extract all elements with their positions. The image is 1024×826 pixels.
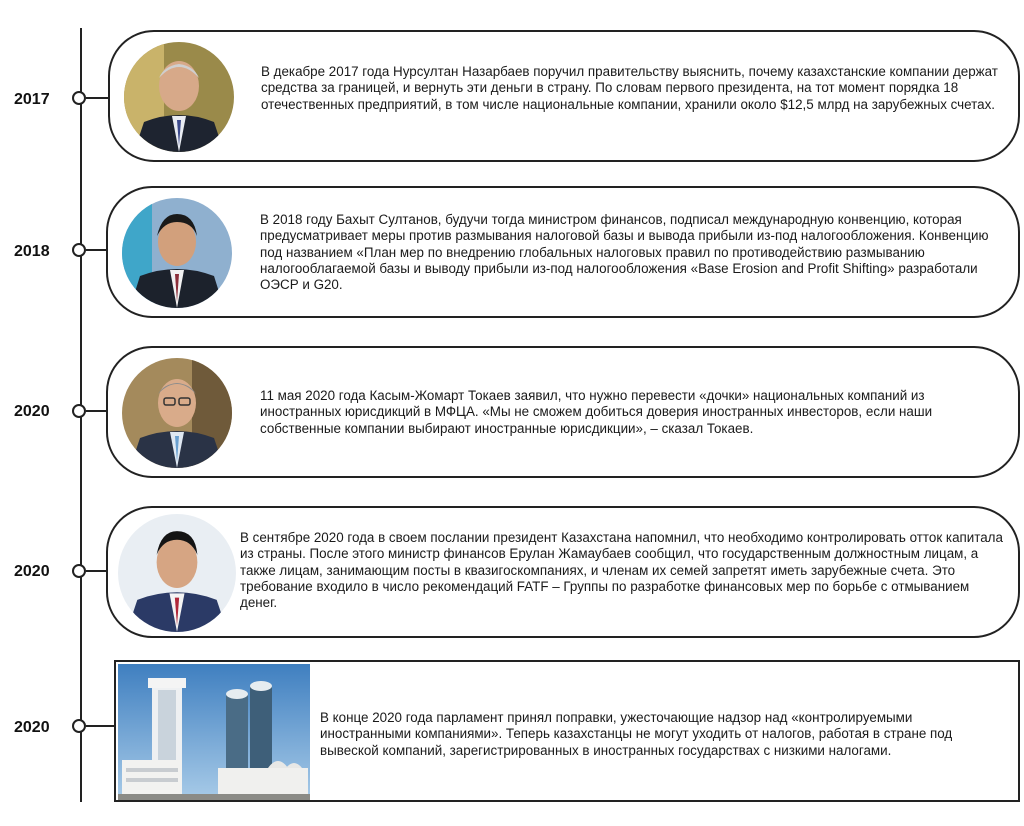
timeline-connector-2 — [86, 249, 108, 251]
parliament-building-photo — [118, 664, 310, 800]
timeline-year-1: 2017 — [14, 91, 50, 108]
timeline-connector-5 — [86, 725, 116, 727]
person-photo-icon — [122, 358, 232, 468]
person-photo-icon — [122, 198, 232, 308]
timeline-text-1: В декабре 2017 года Нурсултан Назарбаев поручил правительству выяснить, почему казахстанские компании держат средства за границей, и вернуть эти деньги в страну. По словам первого президента, на тот момент порядка 18 отечественных предприятий, в том числе национальные компании, хранили около $12,5 млрд на зарубежных счетах. — [261, 64, 998, 112]
timeline-card-4 — [106, 506, 1020, 638]
timeline-marker-3 — [72, 404, 86, 418]
timeline-text-5: В конце 2020 года парламент принял поправки, ужесточающие надзор над «контролируемыми иностранными компаниями». Теперь казахстанцы не могут уходить от налогов, работая в стране под вывеской компаний, зарегистрированных в иностранных государствах с низкими налогами. — [320, 710, 953, 758]
portrait-sultanov — [122, 198, 232, 308]
timeline-year-2: 2018 — [14, 243, 50, 260]
timeline-card-5 — [114, 660, 1020, 802]
timeline-marker-5 — [72, 719, 86, 733]
timeline-connector-4 — [86, 570, 108, 572]
timeline-text-3: 11 мая 2020 года Касым-Жомарт Токаев заявил, что нужно перевести «дочки» национальных компаний из иностранных юрисдикций в МФЦА. «Мы не сможем добиться доверия иностранных инвесторов, если наши собственные компании выбирают иностранные юрисдикции», – сказал Токаев. — [260, 388, 933, 436]
timeline-connector-1 — [86, 97, 110, 99]
building-icon — [118, 664, 310, 800]
portrait-tokayev — [122, 358, 232, 468]
timeline-year-3: 2020 — [14, 403, 50, 420]
timeline-connector-3 — [86, 410, 108, 412]
timeline-year-5: 2020 — [14, 719, 50, 736]
timeline-marker-4 — [72, 564, 86, 578]
person-photo-icon — [118, 514, 236, 632]
timeline-card-2 — [106, 186, 1020, 318]
portrait-nazarbayev — [124, 42, 234, 152]
timeline-text-4: В сентябре 2020 года в своем послании президент Казахстана напомнил, что необходимо контролировать отток капитала из страны. После этого министр финансов Ерулан Жамаубаев сообщил, что государственным должностным лицам, а также лицам, занимающим посты в квазигоскомпаниях, и членам их семей запретят иметь зарубежные счета. Это требование входило в число рекомендаций FATF – Группы по разработке финансовых мер по борьбе с отмыванием денег. — [240, 530, 1003, 611]
timeline-year-4: 2020 — [14, 563, 50, 580]
timeline-marker-1 — [72, 91, 86, 105]
timeline-text-2: В 2018 году Бахыт Султанов, будучи тогда министром финансов, подписал международную конвенцию, которая предусматривает меры против размывания налоговой базы и вывода прибыли из-под налогообложения. Конвенцию под названием «План мер по внедрению глобальных налоговых правил по противодействию размыванию налогооблагаемой базы и выводу прибыли из-под налогообложения «Base Erosion and Profit Shifting» разработали ОЭСР и G20. — [260, 212, 989, 293]
portrait-zhamaubayev — [118, 514, 236, 632]
timeline-marker-2 — [72, 243, 86, 257]
timeline-card-3 — [106, 346, 1020, 478]
person-photo-icon — [124, 42, 234, 152]
timeline-card-1 — [108, 30, 1020, 162]
